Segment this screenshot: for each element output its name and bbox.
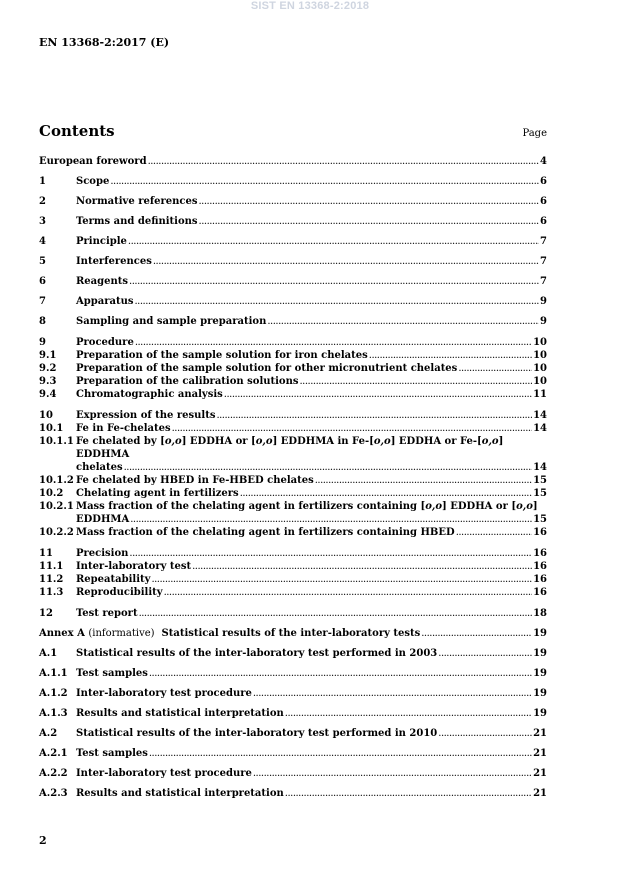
toc-leader-dots (315, 474, 532, 487)
toc-entry-title: Chelating agent in fertilizers (76, 488, 239, 499)
annex-note: (informative) (88, 628, 155, 639)
toc-entry-title: Preparation of the sample solution for other micronutrient chelates (76, 363, 458, 374)
toc-entry-title: Sampling and sample preparation (76, 316, 267, 327)
toc-entry-page: 10 (533, 376, 547, 387)
toc-entry[interactable] (39, 435, 547, 474)
toc-entry-number: A.2.3 (39, 788, 68, 799)
toc-entry-number: 10.1.1 (39, 436, 74, 447)
toc-entry[interactable] (39, 547, 547, 560)
toc-entry[interactable] (39, 275, 547, 288)
toc-entry[interactable] (39, 787, 547, 800)
toc-entry-number: 8 (39, 316, 46, 327)
toc-entry-title: Reproducibility (76, 587, 163, 598)
toc-entry[interactable] (39, 647, 547, 660)
toc-entry-page: 19 (533, 708, 547, 719)
toc-entry-title-continued: chelates (76, 462, 123, 473)
toc-entry[interactable] (39, 487, 547, 500)
toc-entry[interactable] (39, 586, 547, 599)
toc-entry-page: 10 (533, 337, 547, 348)
toc-entry-page: 16 (533, 587, 547, 598)
toc-entry-page: 15 (533, 488, 547, 499)
toc-entry-title: European foreword (39, 156, 147, 167)
toc-entry-number: 9.4 (39, 389, 57, 400)
toc-entry-page: 19 (533, 648, 547, 659)
toc-leader-dots (300, 375, 533, 388)
toc-leader-dots (369, 349, 532, 362)
toc-leader-dots (253, 687, 532, 700)
toc-entry-title: Test samples (76, 668, 148, 679)
toc-entry-title: Repeatability (76, 574, 151, 585)
page-column-label: Page (522, 128, 547, 139)
toc-entry[interactable] (39, 315, 547, 328)
toc-entry-number: A.1.1 (39, 668, 68, 679)
toc-entry-title: Inter-laboratory test (76, 561, 192, 572)
toc-entry-number: A.1.2 (39, 688, 68, 699)
toc-entry-title: Statistical results of the inter-laboratory test performed in 2003 (76, 648, 438, 659)
toc-entry-page: 7 (540, 276, 547, 287)
toc-entry-title: Chromatographic analysis (76, 389, 223, 400)
watermark: SIST EN 13368-2:2018 (250, 0, 370, 12)
toc-entry-page: 10 (533, 363, 547, 374)
toc-entry[interactable] (39, 767, 547, 780)
toc-entry-title: Fe chelated by [o,o] EDDHA or [o,o] EDDHMA in Fe-[o,o] EDDHA or Fe-[o,o] EDDHMA (76, 436, 504, 460)
toc-entry[interactable] (39, 155, 547, 168)
toc-leader-dots (456, 526, 532, 539)
toc-entry[interactable] (39, 336, 547, 349)
toc-entry-page: 9 (540, 316, 547, 327)
toc-entry-title: Inter-laboratory test procedure (76, 768, 252, 779)
toc-entry[interactable] (39, 362, 547, 375)
toc-entry[interactable] (39, 627, 547, 640)
toc-leader-dots (148, 155, 539, 168)
toc-leader-dots (192, 560, 532, 573)
page-title: Contents (39, 122, 115, 140)
toc-entry[interactable] (39, 422, 547, 435)
toc-entry-number: 2 (39, 196, 46, 207)
toc-entry[interactable] (39, 687, 547, 700)
toc-entry-number: 10.1.2 (39, 475, 74, 486)
toc-entry-page: 4 (540, 156, 547, 167)
toc-entry-title: Results and statistical interpretation (76, 788, 284, 799)
toc-entry-page: 21 (533, 768, 547, 779)
toc-leader-dots (199, 195, 540, 208)
toc-entry-page: 21 (533, 728, 547, 739)
toc-entry-page: 16 (533, 574, 547, 585)
toc-entry-page: 21 (533, 748, 547, 759)
toc-entry-title: Statistical results of the inter-laboratory test performed in 2010 (76, 728, 438, 739)
toc-entry[interactable] (39, 175, 547, 188)
toc-entry-number: 9.2 (39, 363, 57, 374)
toc-entry[interactable] (39, 295, 547, 308)
toc-entry-number: A.2.1 (39, 748, 68, 759)
toc-entry-number: A.2.2 (39, 768, 68, 779)
toc-entry[interactable] (39, 747, 547, 760)
toc-entry-number: 7 (39, 296, 46, 307)
toc-leader-dots (253, 767, 532, 780)
toc-entry-number: 4 (39, 236, 46, 247)
toc-leader-dots (128, 235, 539, 248)
toc-leader-dots (285, 787, 532, 800)
toc-entry-number: 1 (39, 176, 46, 187)
toc-entry[interactable] (39, 195, 547, 208)
toc-leader-dots (240, 487, 532, 500)
toc-leader-dots (285, 707, 532, 720)
toc-entry-number: 10.1 (39, 423, 64, 434)
toc-leader-dots (438, 647, 532, 660)
toc-entry-page: 15 (533, 514, 547, 525)
toc-entry-title: Statistical results of the inter-laboratory tests (161, 628, 421, 639)
toc-entry[interactable] (39, 607, 547, 620)
toc-entry-number: 11.2 (39, 574, 64, 585)
document-id: EN 13368-2:2017 (E) (39, 36, 170, 49)
toc-entry-page: 16 (533, 561, 547, 572)
toc-entry-number: 10 (39, 410, 53, 421)
toc-leader-dots (458, 362, 532, 375)
toc-leader-dots (135, 336, 532, 349)
toc-entry-title: Terms and definitions (76, 216, 198, 227)
toc-leader-dots (149, 747, 532, 760)
toc-entry-page: 6 (540, 196, 547, 207)
toc-entry-page: 19 (533, 688, 547, 699)
toc-entry-number: 3 (39, 216, 46, 227)
toc-leader-dots (153, 255, 539, 268)
toc-entry-title: Scope (76, 176, 110, 187)
toc-entry-page: 21 (533, 788, 547, 799)
toc-entry-title: Fe chelated by HBED in Fe-HBED chelates (76, 475, 314, 486)
toc-entry[interactable] (39, 526, 547, 539)
toc-entry-title: Precision (76, 548, 129, 559)
toc-leader-dots (172, 422, 532, 435)
toc-entry-title: Apparatus (76, 296, 134, 307)
toc-entry[interactable] (39, 375, 547, 388)
toc-entry-number: 11.1 (39, 561, 64, 572)
toc-entry-number: 10.2 (39, 488, 64, 499)
toc-entry[interactable] (39, 215, 547, 228)
toc-leader-dots (151, 573, 532, 586)
toc-entry-page: 6 (540, 216, 547, 227)
toc-entry-number: 6 (39, 276, 46, 287)
toc-entry-page: 7 (540, 256, 547, 267)
toc-leader-dots (216, 409, 532, 422)
toc-entry[interactable] (39, 727, 547, 740)
toc-leader-dots (124, 461, 532, 474)
toc-leader-dots (164, 586, 533, 599)
toc-entry-number: 11.3 (39, 587, 64, 598)
toc-entry-page: 7 (540, 236, 547, 247)
toc-entry[interactable] (39, 409, 547, 422)
toc-entry[interactable] (39, 474, 547, 487)
toc-entry[interactable] (39, 235, 547, 248)
toc-entry-title: Mass fraction of the chelating agent in fertilizers containing HBED (76, 527, 455, 538)
toc-leader-dots (110, 175, 539, 188)
toc-leader-dots (224, 388, 532, 401)
toc-entry[interactable] (39, 560, 547, 573)
toc-entry-title-continued: EDDHMA (76, 514, 130, 525)
toc-entry-page: 14 (533, 410, 547, 421)
toc-entry-number: 9.3 (39, 376, 57, 387)
toc-entry[interactable] (39, 573, 547, 586)
toc-leader-dots (129, 275, 539, 288)
toc-entry-number: 12 (39, 608, 53, 619)
toc-entry-title: Test report (76, 608, 138, 619)
toc-entry-page: 11 (533, 389, 547, 400)
table-of-contents (39, 155, 547, 800)
toc-entry[interactable] (39, 667, 547, 680)
toc-entry-title: Principle (76, 236, 127, 247)
toc-entry[interactable] (39, 349, 547, 362)
toc-entry-number: 11 (39, 548, 53, 559)
toc-entry-page: 16 (533, 548, 547, 559)
page-number: 2 (39, 834, 47, 847)
toc-entry-number: 9 (39, 337, 46, 348)
toc-leader-dots (421, 627, 532, 640)
toc-leader-dots (139, 607, 533, 620)
toc-leader-dots (135, 295, 540, 308)
toc-entry-title: Inter-laboratory test procedure (76, 688, 252, 699)
toc-entry-title: Preparation of the calibration solutions (76, 376, 299, 387)
toc-entry-title: Interferences (76, 256, 152, 267)
toc-entry-page: 19 (533, 668, 547, 679)
toc-entry-number: 10.2.1 (39, 501, 74, 512)
toc-leader-dots (149, 667, 532, 680)
toc-entry-page: 18 (533, 608, 547, 619)
toc-entry-number: A.2 (39, 728, 58, 739)
toc-entry-page: 6 (540, 176, 547, 187)
toc-entry[interactable] (39, 500, 547, 526)
toc-entry-number: 5 (39, 256, 46, 267)
toc-entry-title: Normative references (76, 196, 198, 207)
toc-entry-title: Expression of the results (76, 410, 216, 421)
toc-entry[interactable] (39, 707, 547, 720)
toc-entry[interactable] (39, 255, 547, 268)
toc-entry[interactable] (39, 388, 547, 401)
toc-entry-page: 14 (533, 462, 547, 473)
toc-entry-page: 15 (533, 475, 547, 486)
toc-entry-page: 10 (533, 350, 547, 361)
toc-entry-title: Reagents (76, 276, 129, 287)
toc-entry-page: 16 (533, 527, 547, 538)
toc-entry-title: Results and statistical interpretation (76, 708, 284, 719)
toc-entry-number: A.1 (39, 648, 58, 659)
toc-leader-dots (199, 215, 540, 228)
toc-entry-number: Annex A (informative) (39, 628, 155, 639)
toc-leader-dots (129, 547, 532, 560)
toc-leader-dots (438, 727, 532, 740)
toc-leader-dots (267, 315, 539, 328)
toc-entry-number: 10.2.2 (39, 527, 74, 538)
toc-entry-number: A.1.3 (39, 708, 68, 719)
toc-entry-title: Preparation of the sample solution for iron chelates (76, 350, 368, 361)
toc-entry-page: 19 (533, 628, 547, 639)
toc-entry-title: Mass fraction of the chelating agent in fertilizers containing [o,o] EDDHA or [o,o] (76, 501, 538, 512)
toc-entry-title: Procedure (76, 337, 134, 348)
toc-entry-title: Test samples (76, 748, 148, 759)
toc-entry-number: 9.1 (39, 350, 57, 361)
toc-entry-page: 14 (533, 423, 547, 434)
toc-leader-dots (130, 513, 532, 526)
toc-entry-page: 9 (540, 296, 547, 307)
toc-entry-title: Fe in Fe-chelates (76, 423, 171, 434)
